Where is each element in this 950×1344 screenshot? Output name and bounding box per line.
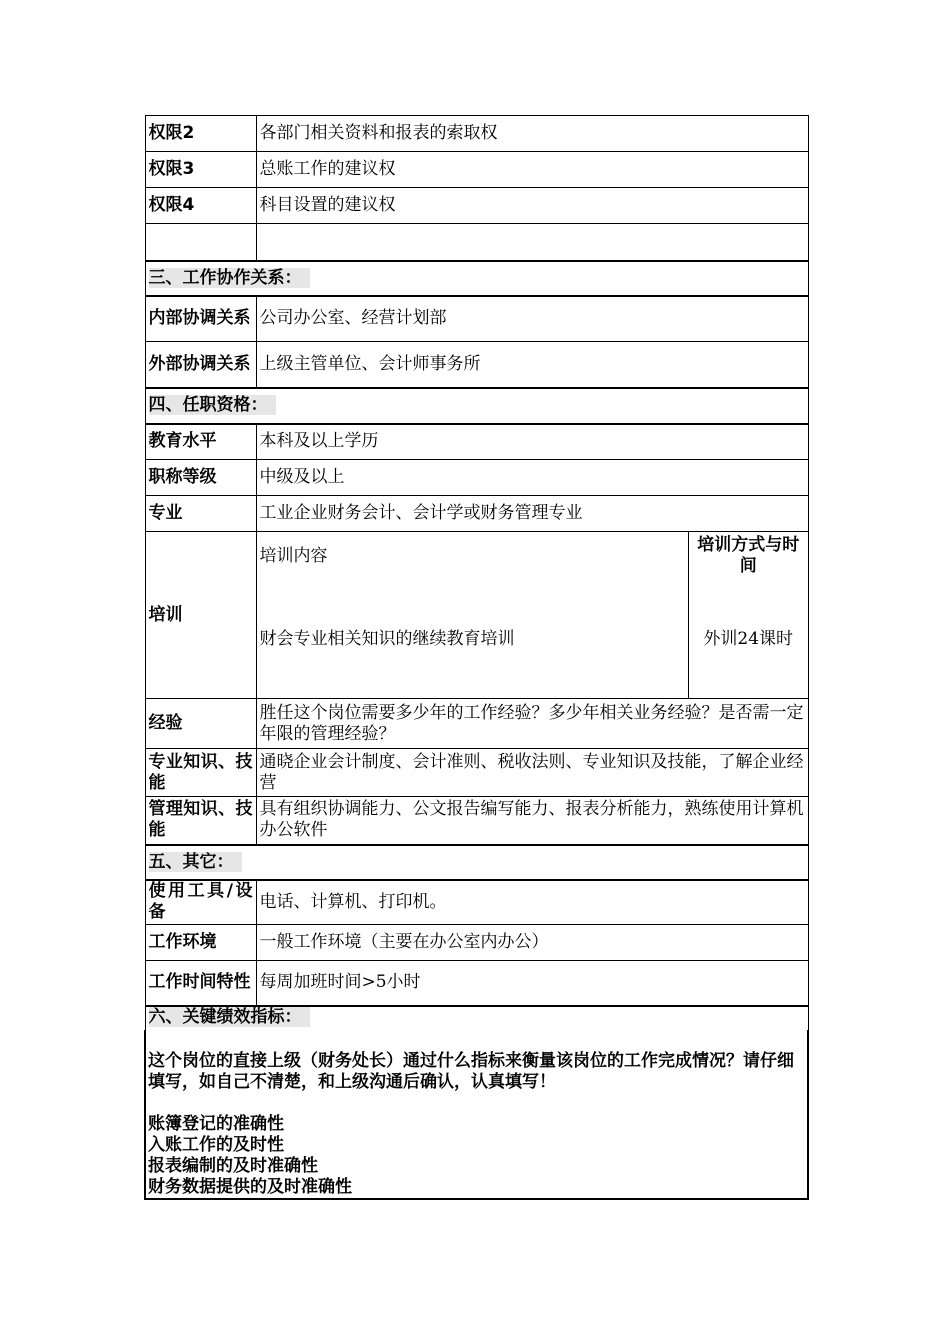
table-row <box>145 188 808 224</box>
training-table <box>257 532 808 698</box>
row-label: 工作时间特性 <box>145 961 256 1006</box>
row-label: 工作环境 <box>145 925 256 961</box>
list-item: 报表编制的及时准确性 <box>148 1155 318 1176</box>
row-label: 权限4 <box>145 188 256 224</box>
training-cell <box>256 532 808 699</box>
training-content: 财会专业相关知识的继续教育培训 <box>257 580 689 698</box>
job-description-sheet <box>144 115 807 1200</box>
table-row <box>145 460 808 496</box>
row-value: 每周加班时间>5小时 <box>256 961 808 1006</box>
kpi-question: 这个岗位的直接上级（财务处长）通过什么指标来衡量该岗位的工作完成情况？请仔细填写，如自己不清楚，和上级沟通后确认，认真填写！ <box>148 1050 794 1092</box>
row-label: 内部协调关系 <box>145 296 256 342</box>
section-title: 六、关键绩效指标： <box>149 1007 310 1027</box>
section-header <box>145 261 808 296</box>
row-label: 教育水平 <box>145 424 256 460</box>
section-title: 五、其它： <box>149 852 242 872</box>
list-item: 账簿登记的准确性 <box>148 1113 284 1134</box>
row-value: 总账工作的建议权 <box>256 152 808 188</box>
row-label: 专业知识、技能 <box>145 749 256 797</box>
table-row <box>145 880 808 925</box>
list-item: 入账工作的及时性 <box>148 1134 284 1155</box>
row-value: 工业企业财务会计、会计学或财务管理专业 <box>256 496 808 532</box>
row-value: 一般工作环境（主要在办公室内办公） <box>256 925 808 961</box>
table-row <box>145 496 808 532</box>
row-value: 科目设置的建议权 <box>256 188 808 224</box>
table-row <box>145 116 808 152</box>
table-row <box>145 152 808 188</box>
training-row <box>145 532 808 699</box>
section-title: 三、工作协作关系： <box>149 268 310 288</box>
row-label: 经验 <box>145 699 256 749</box>
row-label: 权限2 <box>145 116 256 152</box>
table-row <box>145 296 808 342</box>
row-value: 通晓企业会计制度、会计准则、税收法则、专业知识及技能，了解企业经营 <box>256 749 808 797</box>
table-row-empty <box>145 224 808 261</box>
row-label: 使用工具/设备 <box>145 880 256 925</box>
table-row <box>145 342 808 388</box>
training-method: 外训24课时 <box>689 580 808 698</box>
training-content-header: 培训内容 <box>257 532 689 580</box>
list-item: 财务数据提供的及时准确性 <box>148 1176 352 1197</box>
section-header-row <box>145 261 808 296</box>
row-value: 本科及以上学历 <box>256 424 808 460</box>
training-header-row <box>257 532 808 580</box>
table-row <box>145 797 808 845</box>
row-value: 电话、计算机、打印机。 <box>256 880 808 925</box>
table-row <box>145 699 808 749</box>
table-row <box>145 749 808 797</box>
training-method-header: 培训方式与时间 <box>689 532 808 580</box>
row-label: 外部协调关系 <box>145 342 256 388</box>
row-label: 培训 <box>145 532 256 699</box>
table-row <box>145 925 808 961</box>
row-value <box>256 224 808 261</box>
section-header-row <box>145 388 808 424</box>
row-value: 公司办公室、经营计划部 <box>256 296 808 342</box>
row-value: 各部门相关资料和报表的索取权 <box>256 116 808 152</box>
row-value: 上级主管单位、会计师事务所 <box>256 342 808 388</box>
section-title: 四、任职资格： <box>149 395 276 415</box>
kpi-row <box>145 1030 808 1199</box>
job-description-table <box>144 115 809 1200</box>
row-label: 专业 <box>145 496 256 532</box>
row-value: 具有组织协调能力、公文报告编写能力、报表分析能力，熟练使用计算机办公软件 <box>256 797 808 845</box>
row-value: 胜任这个岗位需要多少年的工作经验？多少年相关业务经验？是否需一定年限的管理经验？ <box>256 699 808 749</box>
table-row <box>145 424 808 460</box>
section-header <box>145 1006 808 1030</box>
row-label <box>145 224 256 261</box>
section-header-row <box>145 1006 808 1030</box>
row-value: 中级及以上 <box>256 460 808 496</box>
kpi-cell <box>145 1030 808 1199</box>
kpi-list <box>148 1114 805 1198</box>
table-row <box>145 961 808 1006</box>
section-header <box>145 388 808 424</box>
row-label: 权限3 <box>145 152 256 188</box>
section-header <box>145 845 808 880</box>
training-data-row <box>257 580 808 698</box>
row-label: 职称等级 <box>145 460 256 496</box>
row-label: 管理知识、技能 <box>145 797 256 845</box>
section-header-row <box>145 845 808 880</box>
